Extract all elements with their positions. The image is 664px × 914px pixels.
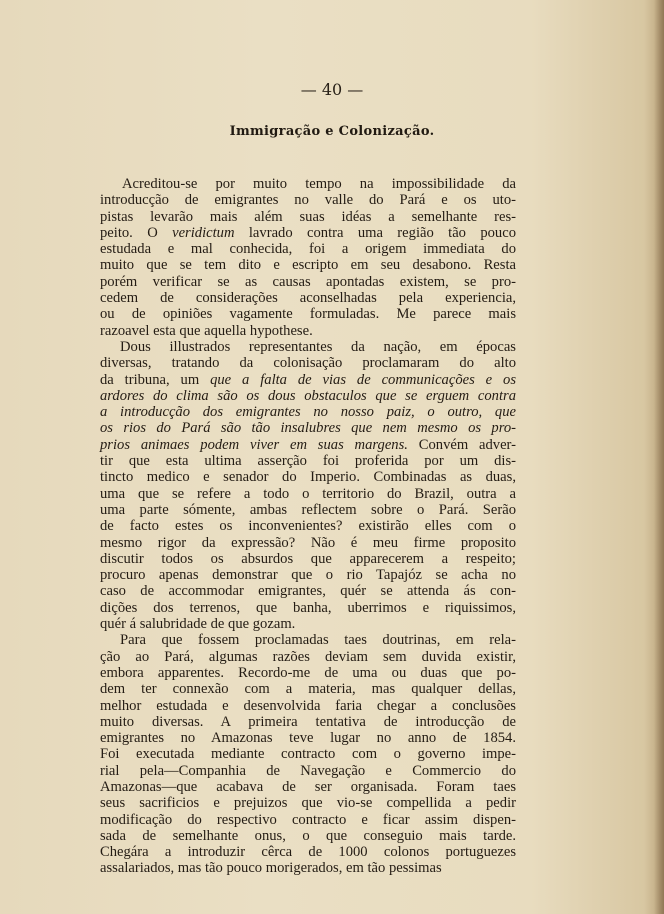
- text-line: a introducção dos emigrantes no nosso paiz, o outro, que: [100, 404, 516, 421]
- text-line: pistas levarão mais além suas idéas a semelhante res-: [100, 208, 516, 225]
- text-line: prios animaes podem viver em suas margens. Convém adver-: [100, 436, 516, 453]
- text-line: ção ao Pará, algumas razões deviam sem duvida existir,: [100, 648, 516, 665]
- text-line: ardores do clima são os dous obstaculos que se erguem contra: [100, 387, 516, 404]
- text-line: Amazonas—que acabava de ser organisada. Foram taes: [100, 778, 516, 795]
- text-line: embora apparentes. Recordo-me de uma ou duas que po-: [100, 664, 516, 681]
- text-line: rial pela—Companhia de Navegação e Commercio do: [100, 762, 516, 779]
- text-line: Acreditou-se por muito tempo na impossibilidade da: [122, 176, 516, 192]
- text-line: mesmo rigor da expressão? Não é meu firme proposito: [100, 534, 516, 551]
- text-line: razoavel esta que aquella hypothese.: [100, 322, 313, 339]
- text-line: dições dos terrenos, que banha, uberrimos e riquissimos,: [100, 599, 516, 616]
- text-line: seus sacrificios e prejuizos que vio-se compellida a pedir: [100, 795, 516, 812]
- text-line: procuro apenas demonstrar que o rio Tapajóz se acha no: [100, 567, 516, 584]
- text-line: modificação do respectivo contracto e ficar assim dispen-: [100, 811, 516, 828]
- text-line: diversas, tratando da colonisação proclamaram do alto: [100, 355, 516, 372]
- text-line: da tribuna, um que a falta de vias de communicações e os: [100, 371, 517, 388]
- text-line: Foi executada mediante contracto com o governo impe-: [100, 746, 516, 763]
- text-line: melhor estudada e desenvolvida faria chegar a conclusões: [100, 697, 516, 714]
- text-line: tincto medico e senador do Imperio. Combinadas as duas,: [100, 469, 516, 486]
- text-line: uma parte sómente, ambas reflectem sobre o Pará. Serão: [100, 501, 516, 518]
- text-line: os rios do Pará são tão insalubres que nem mesmo os pro-: [100, 420, 516, 437]
- body-text: [100, 176, 516, 877]
- text-line: introducção de emigrantes no valle do Pará e os uto-: [100, 192, 516, 209]
- text-line: peito. O veridictum lavrado contra uma região tão pouco: [100, 224, 516, 241]
- text-line: emigrantes no Amazonas teve lugar no anno de 1854.: [100, 730, 516, 747]
- text-line: discutir todos os absurdos que apparecerem a respeito;: [100, 550, 516, 567]
- text-line: de facto estes os inconvenientes? existirão elles com o: [100, 518, 516, 535]
- text-line: ou de opiniões vagamente formuladas. Me parece mais: [100, 306, 516, 323]
- section-title: Immigração e Colonização.: [229, 124, 435, 139]
- text-line: estudada e mal conhecida, foi a origem immediata do: [100, 241, 516, 258]
- text-line: Chegára a introduzir cêrca de 1000 colonos portuguezes: [100, 844, 516, 861]
- text-line: assalariados, mas tão pouco morigerados, em tão pessimas: [100, 860, 442, 877]
- text-line: cedem de considerações aconselhadas pela experiencia,: [100, 290, 516, 307]
- text-line: sada de semelhante onus, o que conseguio mais tarde.: [100, 827, 516, 844]
- text-line: tir que esta ultima asserção foi proferida por um dis-: [100, 453, 516, 470]
- text-line: Para que fossem proclamadas taes doutrinas, em rela-: [120, 632, 516, 649]
- page-number: — 40 —: [300, 80, 364, 99]
- text-line: porém verificar se as causas apontadas existem, se pro-: [100, 273, 516, 290]
- text-line: muito diversas. A primeira tentativa de introducção de: [100, 713, 516, 730]
- text-line: quér á salubridade de que gozam.: [100, 616, 296, 633]
- text-line: dem ter connexão com a materia, mas qualquer dellas,: [100, 681, 516, 698]
- text-line: muito que se tem dito e escripto em seu desabono. Resta: [100, 257, 516, 274]
- text-line: caso de accommodar emigrantes, quér se attenda ás con-: [100, 583, 516, 600]
- text-line: uma que se refere a todo o territorio do Brazil, outra a: [100, 485, 516, 502]
- text-line: Dous illustrados representantes da nação, em épocas: [120, 338, 516, 355]
